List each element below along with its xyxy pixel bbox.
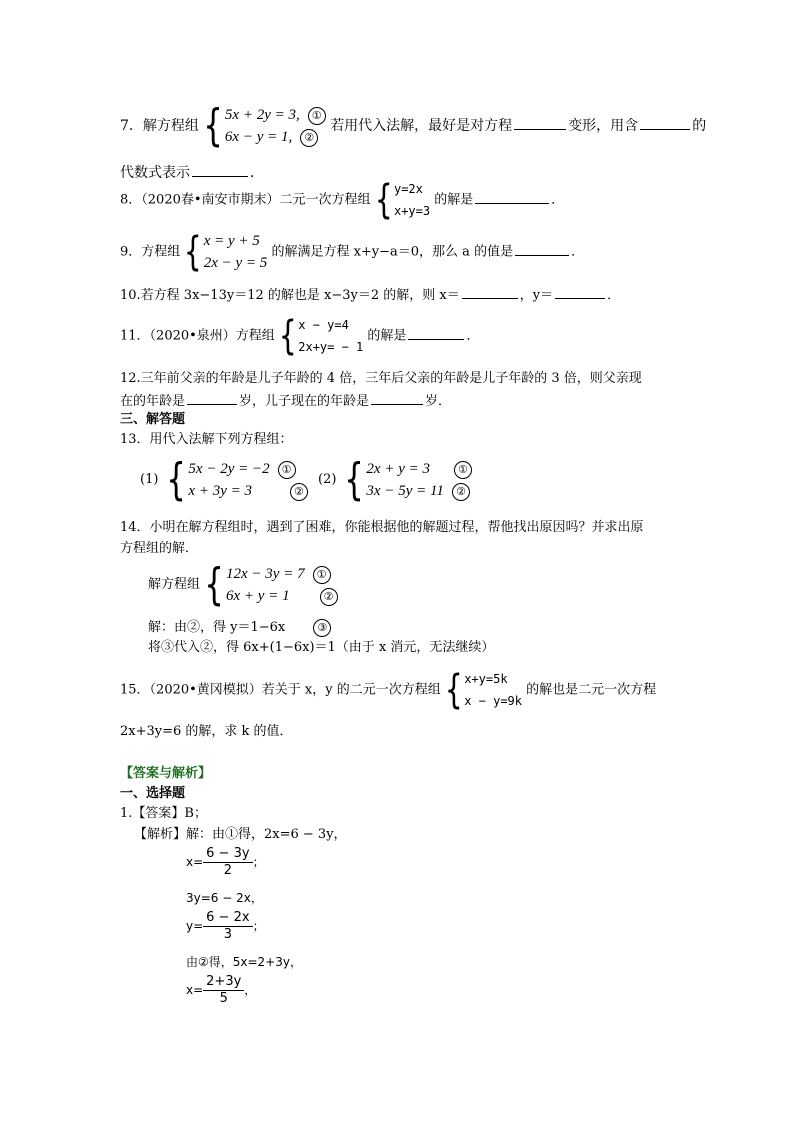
answers-heading: 【答案与解析】 bbox=[120, 766, 212, 781]
question-13-part2: (2) { 2x + y = 3 ① 3x − 5y = 11 ② bbox=[318, 458, 472, 502]
question-12-line2: 在的年龄是 岁，儿子现在的年龄是 岁． bbox=[120, 390, 451, 412]
question-14-solution2: 将③代入②，得 6x+(1−6x)＝1（由于 x 消元，无法继续） bbox=[148, 640, 495, 655]
question-14-system: 解方程组 { 12x − 3y = 7 ① 6x + y = 1 ② bbox=[148, 563, 338, 607]
question-15-line2: 2x+3y=6 的解，求 k 的值． bbox=[120, 724, 293, 739]
answer-blank[interactable] bbox=[408, 325, 464, 340]
answers-section-heading: 一、选择题 bbox=[120, 786, 186, 801]
question-7: 7．解方程组 { 5x + 2y = 3, ① 6x − y = 1, ② 若用代入法解，最好是对方程 变形，用含 的 bbox=[120, 100, 707, 151]
question-7-line2: 代数式表示 ． bbox=[120, 162, 264, 183]
question-14-line2: 方程组的解． bbox=[120, 541, 199, 556]
step-2: 3y=6 − 2x， bbox=[186, 891, 263, 905]
question-13: 13．用代入法解下列方程组： bbox=[120, 432, 293, 447]
answer-blank[interactable] bbox=[475, 189, 549, 204]
question-15: 15．（2020•黄冈模拟）若关于 x，y 的二元一次方程组 { x+y=5k x − y=9k 的解也是二元一次方程 bbox=[120, 667, 657, 713]
section-heading: 三、解答题 bbox=[120, 412, 186, 427]
fraction-3: x= $\frac{2+3y}{5}$ ， bbox=[186, 974, 257, 1006]
answer-blank[interactable] bbox=[462, 284, 518, 299]
answer-1: 1.【答案】B； bbox=[120, 806, 207, 821]
answer-blank[interactable] bbox=[514, 115, 566, 130]
fraction-2: y= $\frac{6 - 2x}{3}$ ； bbox=[186, 910, 265, 942]
question-13-part1: (1) { 5x − 2y = −2 ① x + 3y = 3 ② bbox=[140, 458, 308, 502]
question-8: 8．（2020春•南安市期末）二元一次方程组 { y=2x x+y=3 的解是 ． bbox=[120, 177, 565, 223]
equation-system-7: { 5x + 2y = 3, ① 6x − y = 1, ② bbox=[199, 104, 326, 148]
step-3: 由②得，5x=2+3y， bbox=[186, 955, 302, 969]
question-14: 14．小明在解方程组时，遇到了困难，你能根据他的解题过程，帮他找出原因吗？并求出原 bbox=[120, 520, 644, 535]
answer-blank[interactable] bbox=[192, 162, 248, 177]
answer-blank[interactable] bbox=[371, 390, 423, 405]
question-9: 9．方程组 { x = y + 5 2x − y = 5 的解满足方程 x+y−a＝0，那么 a 的值是 ． bbox=[120, 229, 585, 275]
analysis-line: 【解析】解：由①得，2x=6 − 3y， bbox=[134, 827, 347, 842]
answer-blank[interactable] bbox=[555, 284, 605, 299]
question-12: 12.三年前父亲的年龄是儿子年龄的 4 倍，三年后父亲的年龄是儿子年龄的 3 倍，则父亲现 bbox=[120, 371, 642, 386]
question-11: 11．（2020•泉州）方程组 { x − y=4 2x+y= − 1 的解是 ． bbox=[120, 313, 480, 359]
answer-blank[interactable] bbox=[640, 115, 690, 130]
fraction-1: x= $\frac{6 - 3y}{2}$ ； bbox=[186, 846, 265, 878]
answer-blank[interactable] bbox=[187, 390, 237, 405]
question-10: 10.若方程 3x−13y＝12 的解也是 x−3y＝2 的解，则 x＝ ，y＝ ． bbox=[120, 284, 620, 306]
question-14-solution1: 解：由②，得 y＝1−6x ③ bbox=[148, 618, 331, 638]
answer-blank[interactable] bbox=[515, 241, 569, 256]
